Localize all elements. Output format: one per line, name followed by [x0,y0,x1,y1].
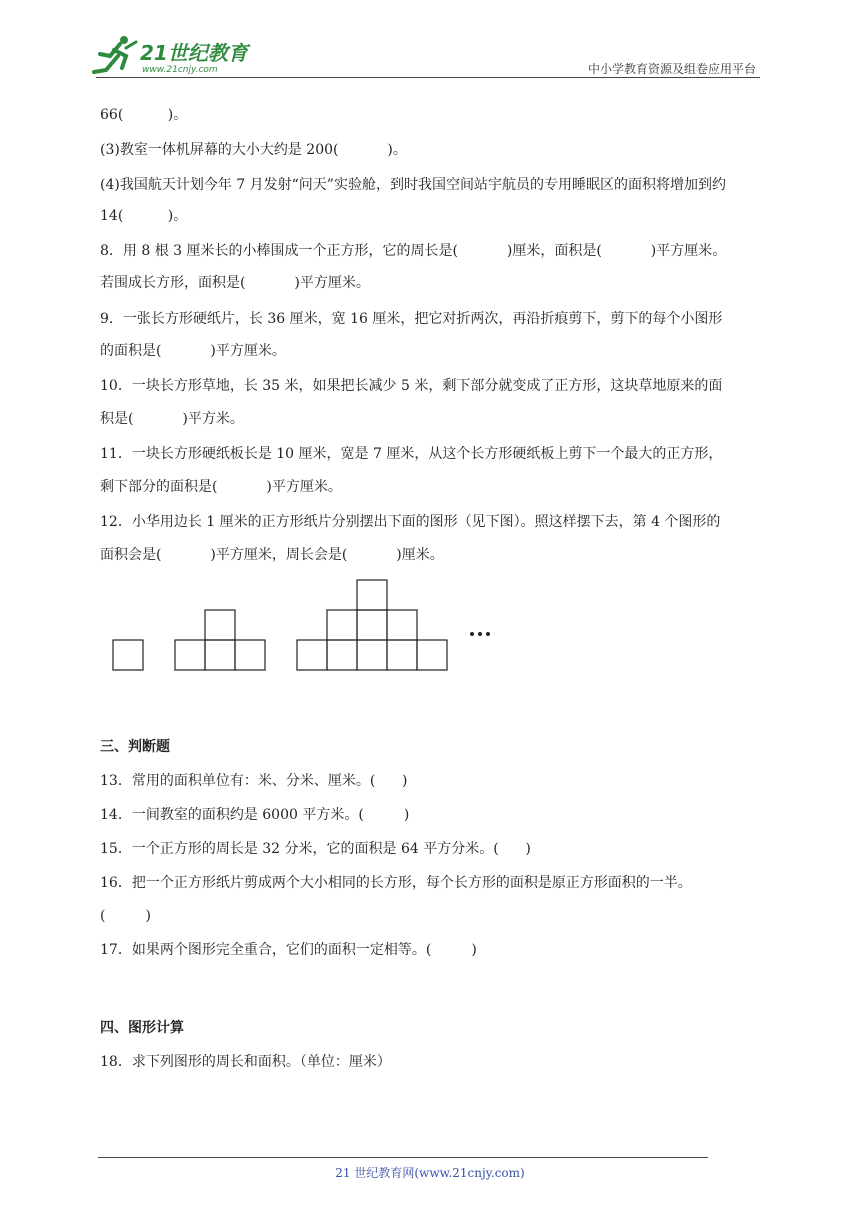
square-cell [387,640,417,670]
judgment-item: ( ) [100,908,151,924]
text-line: 14( )。 [100,208,188,224]
text-line: 积是( )平方米。 [100,411,244,427]
section-title-judgment: 三、判断题 [100,739,170,755]
text-line: 11．一块长方形硬纸板长是 10 厘米，宽是 7 厘米，从这个长方形硬纸板上剪下一个最大的正方形， [100,446,723,462]
square-cell [327,610,357,640]
square-cell [205,610,235,640]
text-line: 9．一张长方形硬纸片，长 36 厘米，宽 16 厘米，把它对折两次，再沿折痕剪下，剪下的每个小图形 [100,311,723,327]
judgment-item: 14．一间教室的面积约是 6000 平方米。( ) [100,807,410,823]
text-line: 66( )。 [100,107,188,123]
square-cell [113,640,143,670]
square-cell [175,640,205,670]
square-cell [357,580,387,610]
judgment-item: 15．一个正方形的周长是 32 分米，它的面积是 64 平方分米。( ) [100,841,531,857]
page-header [0,0,860,80]
judgment-item: 13．常用的面积单位有：米、分米、厘米。( ) [100,773,408,789]
ellipsis-dots [470,632,490,636]
square-cell [357,610,387,640]
judgment-item: 16．把一个正方形纸片剪成两个大小相同的长方形，每个长方形的面积是原正方形面积的一半。 [100,875,692,891]
square-cell [387,610,417,640]
text-line: (4)我国航天计划今年 7 月发射“问天”实验舱，到时我国空间站宇航员的专用睡眠区的面积将增加到约 [100,177,726,193]
text-line: 12．小华用边长 1 厘米的正方形纸片分别摆出下面的图形（见下图）。照这样摆下去，第 4 个图形的 [100,514,721,530]
square-cell [235,640,265,670]
logo-21cnjy [92,34,262,78]
square-cell [297,640,327,670]
text-line: 的面积是( )平方厘米。 [100,343,286,359]
square-cell [357,640,387,670]
footer-divider [98,1157,708,1158]
platform-name: 中小学教育资源及组卷应用平台 [587,62,756,76]
square-cell [205,640,235,670]
text-line: 面积会是( )平方厘米，周长会是( )厘米。 [100,547,444,563]
footer-text: 21 世纪教育网(www.21cnjy.com) [335,1166,525,1180]
section-title-calculation: 四、图形计算 [100,1020,184,1036]
text-line: 剩下部分的面积是( )平方厘米。 [100,479,342,495]
text-line: (3)教室一体机屏幕的大小大约是 200( )。 [100,142,407,158]
runner-icon [94,36,136,72]
square-cell [327,640,357,670]
text-line: 10．一块长方形草地，长 35 米，如果把长减少 5 米，剩下部分就变成了正方形，这块草地原来的面 [100,378,723,394]
text-line: 8．用 8 根 3 厘米长的小棒围成一个正方形，它的周长是( )厘米，面积是( )平方厘米。 [100,243,727,259]
header-divider [96,77,760,78]
calc-item: 18．求下列图形的周长和面积。（单位：厘米） [100,1054,391,1070]
logo-url-text: www.21cnjy.com [142,65,218,75]
square-cell [417,640,447,670]
square-pattern-figure [100,572,520,682]
text-line: 若围成长方形，面积是( )平方厘米。 [100,275,370,291]
logo-main-text: 21世纪教育 [140,41,248,65]
judgment-item: 17．如果两个图形完全重合，它们的面积一定相等。( ) [100,942,477,958]
